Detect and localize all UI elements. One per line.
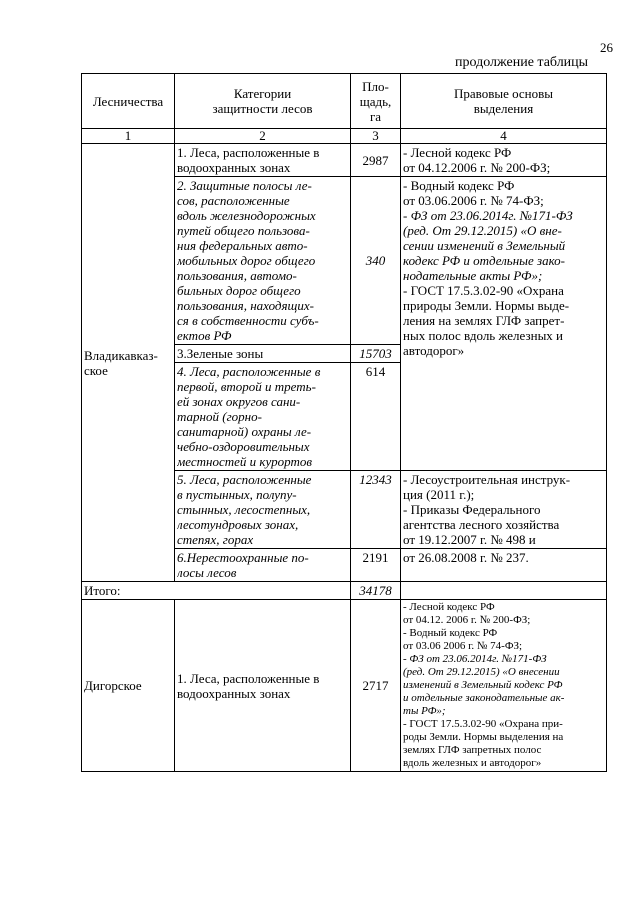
area-cell: 614 [351,363,401,471]
legal-basis-cell: - Лесоустроительная инструк- ция (2011 г.); - Приказы Федерального агентства лесного хозяйства от 19.12.2007 г. № 498 и [401,471,607,549]
column-number: 3 [351,129,401,144]
column-number: 4 [401,129,607,144]
total-empty-cell [401,582,607,600]
forestry-cell: Дигорское [82,600,175,772]
category-cell: 4. Леса, расположенные в первой, второй и треть- ей зонах округов сани- тарной (горно- санитарной) охраны ле- чебно-оздоровительных местностей и курортов [175,363,351,471]
header-area: Пло- щадь, га [351,74,401,129]
page-number: 26 [600,40,613,55]
category-cell: 3.Зеленые зоны [175,345,351,363]
category-cell: 6.Нерестоохранные по- лосы лесов [175,549,351,582]
forest-protection-table [81,73,607,772]
area-cell: 15703 [351,345,401,363]
area-cell: 2987 [351,144,401,177]
category-cell: 2. Защитные полосы ле- сов, расположенные вдоль железнодорожных путей общего пользова- ния федеральных авто- мобильных дорог общего пользования, автомо- бильных дорог общего пользования, находящих- ся в собственности субъ- ектов РФ [175,177,351,345]
column-number: 2 [175,129,351,144]
column-number-row [82,129,607,144]
forestry-cell: Владикавказ- ское [82,144,175,582]
category-cell: 1. Леса, расположенные в водоохранных зонах [175,600,351,772]
table-row [82,144,607,177]
category-cell: 5. Леса, расположенные в пустынных, полупу- стынных, лесостепных, лесотундровых зонах, степях, горах [175,471,351,549]
column-number: 1 [82,129,175,144]
total-label: Итого: [82,582,351,600]
continued-label: продолжение таблицы [455,55,589,70]
header-legal-basis: Правовые основы выделения [401,74,607,129]
legal-basis-cell: - Водный кодекс РФ от 03.06.2006 г. № 74-ФЗ; - ФЗ от 23.06.2014г. №171-ФЗ (ред. От 29.12.2015) «О вне- сении изменений в Земельный кодекс РФ и отдельные зако- нодательные акты РФ»; - ГОСТ 17.5.3.02-90 «Охрана природы Земли. Нормы выде- ления на землях ГЛФ запрет- ных полос вдоль железных и автодорог» [401,177,607,471]
area-cell: 340 [351,177,401,345]
category-cell: 1. Леса, расположенные в водоохранных зонах [175,144,351,177]
total-value: 34178 [351,582,401,600]
area-cell: 12343 [351,471,401,549]
area-cell: 2717 [351,600,401,772]
legal-basis-cell: от 26.08.2008 г. № 237. [401,549,607,582]
legal-basis-cell: - Лесной кодекс РФ от 04.12.2006 г. № 200-ФЗ; [401,144,607,177]
header-category: Категории защитности лесов [175,74,351,129]
total-row [82,582,607,600]
table-row [82,600,607,772]
legal-basis-cell: - Лесной кодекс РФ от 04.12. 2006 г. № 200-ФЗ; - Водный кодекс РФ от 03.06 2006 г. № 74-ФЗ; - ФЗ от 23.06.2014г. №171-ФЗ (ред. От 29.12.2015) «О внесении изменений в Земельный кодекс РФ и отдельные законодательные ак- ты РФ»; - ГОСТ 17.5.3.02-90 «Охрана при- роды Земли. Нормы выделения на землях ГЛФ запретных полос вдоль железных и автодорог» [401,600,607,772]
header-row [82,74,607,129]
header-forestry: Лесничества [82,74,175,129]
area-cell: 2191 [351,549,401,582]
